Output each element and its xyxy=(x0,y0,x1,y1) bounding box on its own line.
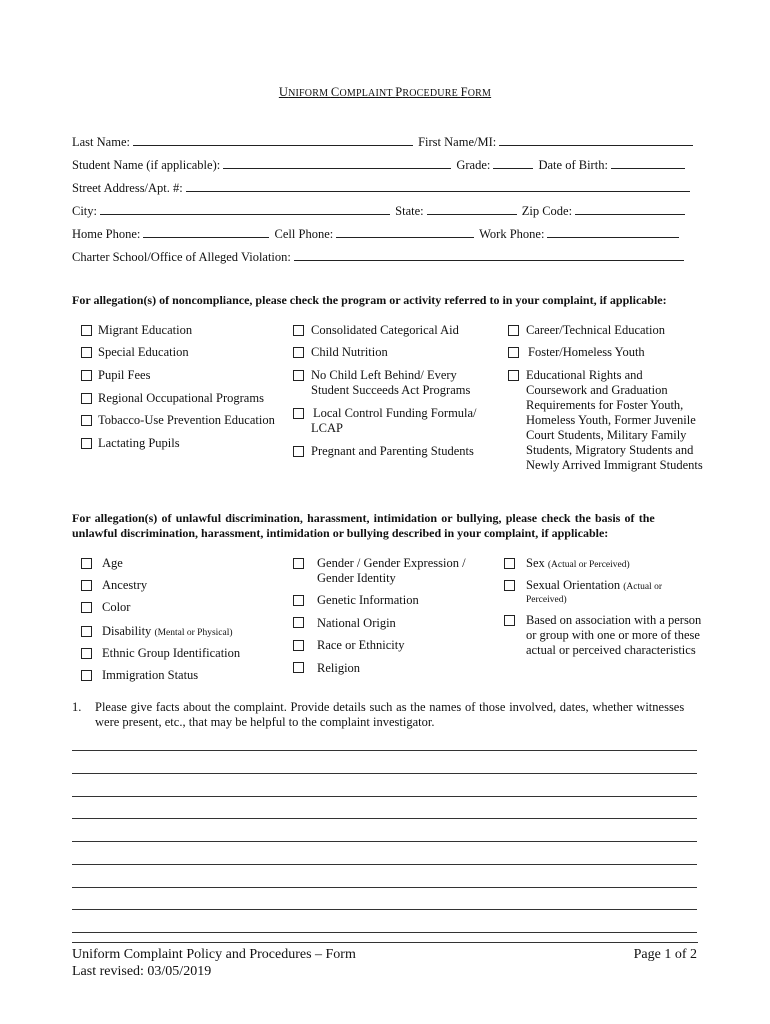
checkbox-orientation[interactable] xyxy=(504,580,515,591)
checkbox-ancestry[interactable] xyxy=(81,580,92,591)
label-sex: Sex (Actual or Perceived) xyxy=(526,556,630,570)
checkbox-educational-rights[interactable] xyxy=(508,370,519,381)
work-phone-line[interactable] xyxy=(547,225,679,238)
footer-title: Uniform Complaint Policy and Procedures – Form xyxy=(72,947,356,962)
label-lcff-2: LCAP xyxy=(311,421,343,435)
label-gender-2: Gender Identity xyxy=(317,571,396,585)
label-nclb-1: No Child Left Behind/ Every xyxy=(311,368,457,382)
checkbox-association[interactable] xyxy=(504,615,515,626)
label-lactating: Lactating Pupils xyxy=(98,436,180,450)
form-title: UNIFORM COMPLAINT PROCEDURE FORM xyxy=(278,85,492,99)
label-age: Age xyxy=(102,556,123,570)
checkbox-religion[interactable] xyxy=(293,662,304,673)
label-regional: Regional Occupational Programs xyxy=(98,391,264,405)
label-national-origin: National Origin xyxy=(317,616,396,630)
answer-line[interactable] xyxy=(72,773,697,774)
label-gender-1: Gender / Gender Expression / xyxy=(317,556,466,570)
state-line[interactable] xyxy=(427,202,517,215)
label-color: Color xyxy=(102,600,131,614)
checkbox-nutrition[interactable] xyxy=(293,347,304,358)
checkbox-genetic[interactable] xyxy=(293,595,304,606)
label-edu-7: Newly Arrived Immigrant Students xyxy=(526,458,703,472)
city-line[interactable] xyxy=(100,202,390,215)
checkbox-consolidated[interactable] xyxy=(293,325,304,336)
label-assoc-3: actual or perceived characteristics xyxy=(526,643,696,657)
city-field[interactable]: City: State: Zip Code: xyxy=(72,202,687,219)
label-orientation: Sexual Orientation (Actual or xyxy=(526,578,662,592)
answer-line[interactable] xyxy=(72,932,697,933)
grade-line[interactable] xyxy=(493,156,533,169)
charter-line[interactable] xyxy=(294,248,684,261)
footer-revised: Last revised: 03/05/2019 xyxy=(72,964,212,979)
cell-phone-line[interactable] xyxy=(336,225,474,238)
checkbox-migrant[interactable] xyxy=(81,325,92,336)
checkbox-tobacco[interactable] xyxy=(81,415,92,426)
answer-line[interactable] xyxy=(72,909,697,910)
last-name-field[interactable]: Last Name: First Name/MI: xyxy=(72,133,695,150)
student-name-field[interactable]: Student Name (if applicable): Grade: Date of Birth: xyxy=(72,156,687,173)
label-nclb-2: Student Succeeds Act Programs xyxy=(311,383,471,397)
label-special-ed: Special Education xyxy=(98,345,189,359)
label-pregnant: Pregnant and Parenting Students xyxy=(311,444,474,458)
question-number: 1. xyxy=(72,700,82,714)
checkbox-pupil-fees[interactable] xyxy=(81,370,92,381)
checkbox-foster[interactable] xyxy=(508,347,519,358)
label-foster: Foster/Homeless Youth xyxy=(528,345,645,359)
label-nutrition: Child Nutrition xyxy=(311,345,388,359)
label-immigration: Immigration Status xyxy=(102,668,199,682)
label-consolidated: Consolidated Categorical Aid xyxy=(311,323,459,337)
dob-line[interactable] xyxy=(611,156,685,169)
street-field[interactable]: Street Address/Apt. #: xyxy=(72,179,692,196)
street-line[interactable] xyxy=(186,179,690,192)
label-edu-5: Court Students, Military Family xyxy=(526,428,687,442)
zip-line[interactable] xyxy=(575,202,685,215)
label-migrant: Migrant Education xyxy=(98,323,193,337)
label-assoc-2: or group with one or more of these xyxy=(526,628,700,642)
answer-line[interactable] xyxy=(72,796,697,797)
label-edu-4: Homeless Youth, Former Juvenile xyxy=(526,413,696,427)
checkbox-ethnic[interactable] xyxy=(81,648,92,659)
label-race: Race or Ethnicity xyxy=(317,638,405,652)
answer-line[interactable] xyxy=(72,818,697,819)
checkbox-age[interactable] xyxy=(81,558,92,569)
checkbox-lactating[interactable] xyxy=(81,438,92,449)
label-genetic: Genetic Information xyxy=(317,593,419,607)
label-disability: Disability (Mental or Physical) xyxy=(102,624,233,638)
student-name-line[interactable] xyxy=(223,156,451,169)
label-career: Career/Technical Education xyxy=(526,323,665,337)
checkbox-lcff[interactable] xyxy=(293,408,304,419)
checkbox-special-ed[interactable] xyxy=(81,347,92,358)
checkbox-race[interactable] xyxy=(293,640,304,651)
noncompliance-heading: For allegation(s) of noncompliance, please check the program or activity referred to in your complaint, if applicable: xyxy=(72,293,667,307)
label-edu-1: Educational Rights and xyxy=(526,368,643,382)
label-ethnic: Ethnic Group Identification xyxy=(102,646,241,660)
last-name-line[interactable] xyxy=(133,133,413,146)
checkbox-career[interactable] xyxy=(508,325,519,336)
discrimination-heading-1: For allegation(s) of unlawful discrimination, harassment, intimidation or bullying, please check the basis of the xyxy=(72,511,655,525)
label-tobacco: Tobacco-Use Prevention Education xyxy=(98,413,275,427)
checkbox-sex[interactable] xyxy=(504,558,515,569)
label-orientation-note-2: Perceived) xyxy=(526,595,567,605)
checkbox-pregnant[interactable] xyxy=(293,446,304,457)
answer-line[interactable] xyxy=(72,750,697,751)
label-edu-3: Requirements for Foster Youth, xyxy=(526,398,684,412)
answer-line[interactable] xyxy=(72,887,697,888)
answer-line[interactable] xyxy=(72,841,697,842)
label-religion: Religion xyxy=(317,661,361,675)
footer-divider xyxy=(72,942,698,943)
first-name-line[interactable] xyxy=(499,133,693,146)
label-lcff-1: Local Control Funding Formula/ xyxy=(313,406,477,420)
checkbox-gender[interactable] xyxy=(293,558,304,569)
answer-line[interactable] xyxy=(72,864,697,865)
checkbox-national-origin[interactable] xyxy=(293,617,304,628)
question-text-1: Please give facts about the complaint. Provide details such as the names of those involved, dates, whether witnesses xyxy=(95,700,685,714)
label-edu-6: Students, Migratory Students and xyxy=(526,443,694,457)
checkbox-regional[interactable] xyxy=(81,393,92,404)
phone-field[interactable]: Home Phone: Cell Phone: Work Phone: xyxy=(72,225,681,242)
checkbox-disability[interactable] xyxy=(81,626,92,637)
page-number: Page 1 of 2 xyxy=(633,947,697,962)
label-edu-2: Coursework and Graduation xyxy=(526,383,668,397)
question-text-2: were present, etc., that may be helpful to the complaint investigator. xyxy=(95,715,435,729)
label-ancestry: Ancestry xyxy=(102,578,148,592)
discrimination-heading-2: unlawful discrimination, harassment, intimidation or bullying described in your complaint, if applicable: xyxy=(72,526,609,540)
label-pupil-fees: Pupil Fees xyxy=(98,368,151,382)
checkbox-immigration[interactable] xyxy=(81,670,92,681)
checkbox-nclb[interactable] xyxy=(293,370,304,381)
checkbox-color[interactable] xyxy=(81,602,92,613)
label-assoc-1: Based on association with a person xyxy=(526,613,702,627)
home-phone-line[interactable] xyxy=(143,225,269,238)
charter-field[interactable]: Charter School/Office of Alleged Violation: xyxy=(72,248,686,265)
